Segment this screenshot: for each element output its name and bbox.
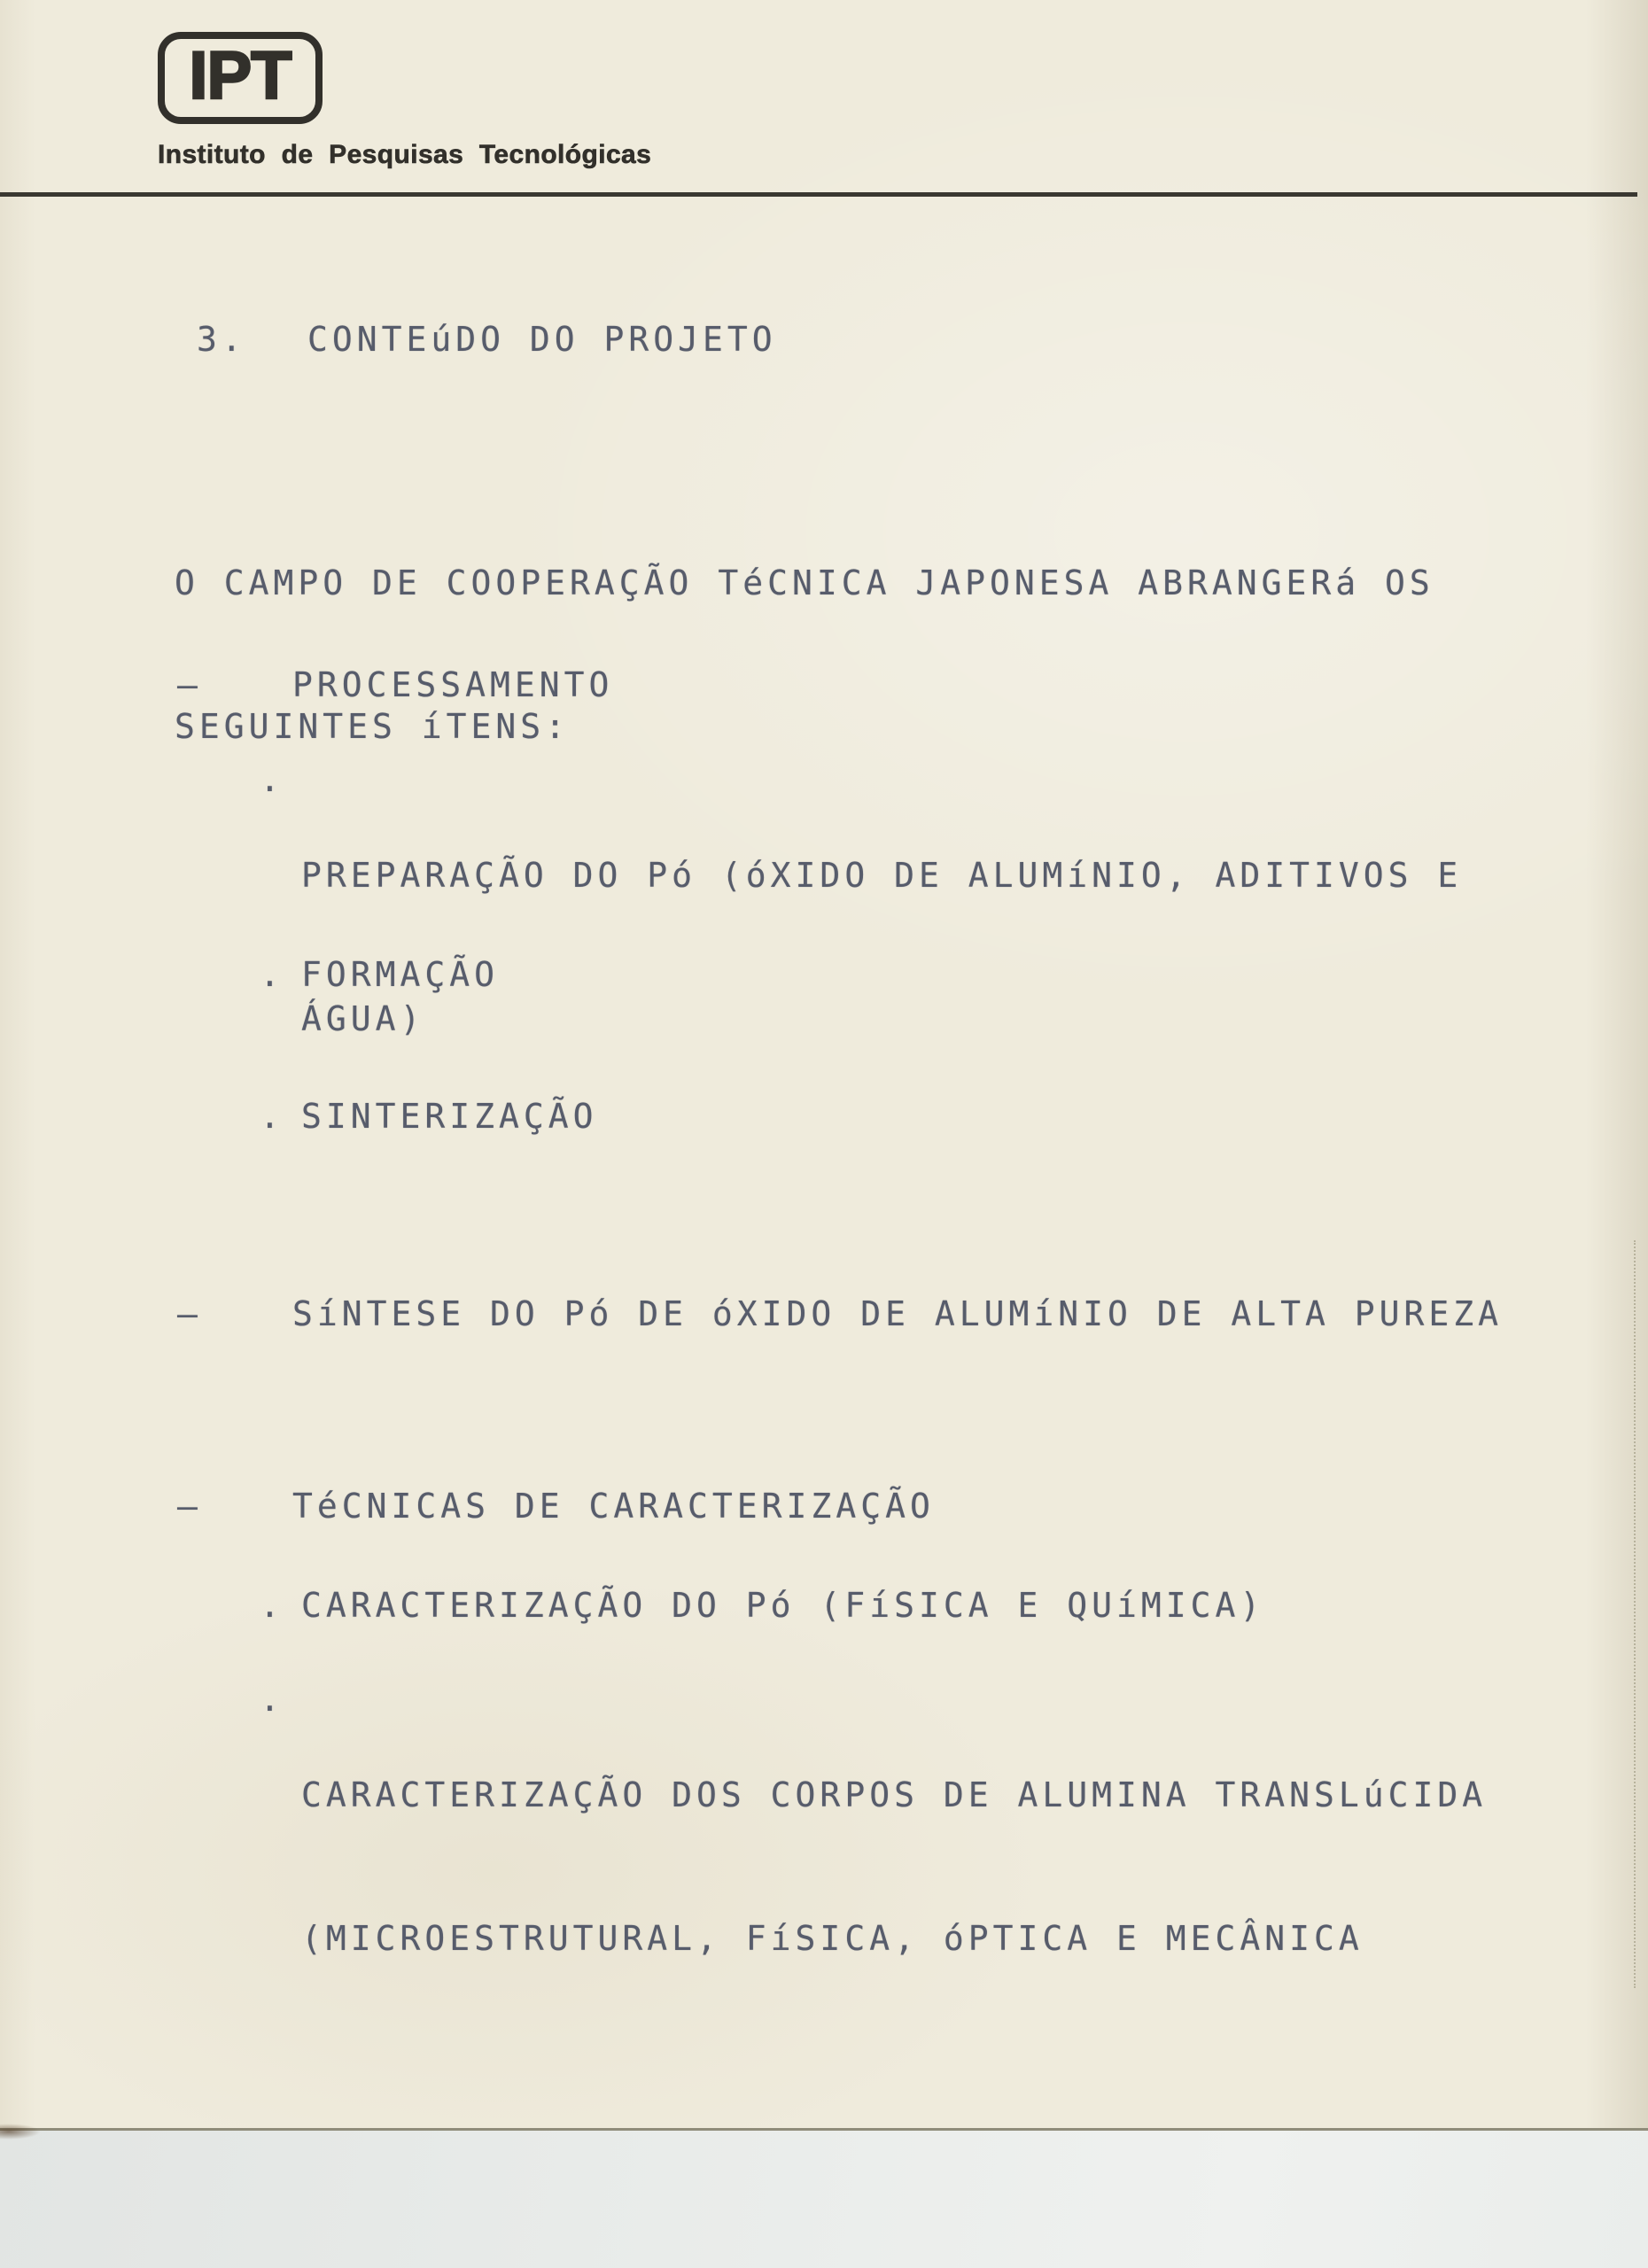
dash-bullet: — [177, 1487, 202, 1526]
section-number: 3. [197, 320, 246, 359]
outline-subitem-caracterizacao-po: CARACTERIZAÇÃO DO Pó (FíSICA E QUíMICA) [301, 1586, 1265, 1625]
outline-subitem-formacao: FORMAÇÃO [301, 955, 500, 994]
outline-item-sintese: SíNTESE DO Pó DE óXIDO DE ALUMíNIO DE ALTA PUREZA [292, 1294, 1504, 1333]
ipt-logo [158, 32, 323, 124]
outline-item-processamento: PROCESSAMENTO [292, 665, 614, 704]
dot-bullet: . [260, 955, 284, 994]
outline-subitem-caracterizacao-corpos [301, 1675, 1487, 2058]
dash-bullet: — [177, 1294, 202, 1333]
dot-bullet: . [260, 760, 284, 799]
section-title: CONTEúDO DO PROJETO [307, 320, 777, 359]
intro-line-1: O CAMPO DE COOPERAÇÃO TéCNICA JAPONESA ABRANGERá OS [175, 563, 1434, 602]
intro-line-2: SEGUINTES íTENS: [175, 707, 571, 746]
outline-subitem-preparacao [301, 756, 1462, 1138]
subitem-line-1: CARACTERIZAÇÃO DOS CORPOS DE ALUMINA TRANSLúCIDA [301, 1775, 1488, 1814]
subitem-line-2: ÁGUA) [301, 999, 425, 1038]
dot-bullet: . [260, 1097, 284, 1136]
paper-right-edge [1634, 1240, 1636, 1988]
dot-bullet: . [260, 1680, 284, 1719]
outline-subitem-sinterizacao: SINTERIZAÇÃO [301, 1097, 598, 1136]
organization-name: Instituto de Pesquisas Tecnológicas [158, 140, 652, 169]
dot-bullet: . [260, 1586, 284, 1625]
subitem-line-2: (MICROESTRUTURAL, FíSICA, óPTICA E MECÂNICA [301, 1919, 1364, 1958]
dash-bullet: — [177, 665, 202, 704]
ipt-logo-text: IPT [189, 38, 292, 113]
subitem-line-1: PREPARAÇÃO DO Pó (óXIDO DE ALUMíNIO, ADITIVOS E [301, 856, 1463, 895]
letterhead-divider [0, 192, 1637, 197]
scanner-background [0, 2128, 1648, 2268]
outline-item-tecnicas: TéCNICAS DE CARACTERIZAÇÃO [292, 1487, 935, 1526]
